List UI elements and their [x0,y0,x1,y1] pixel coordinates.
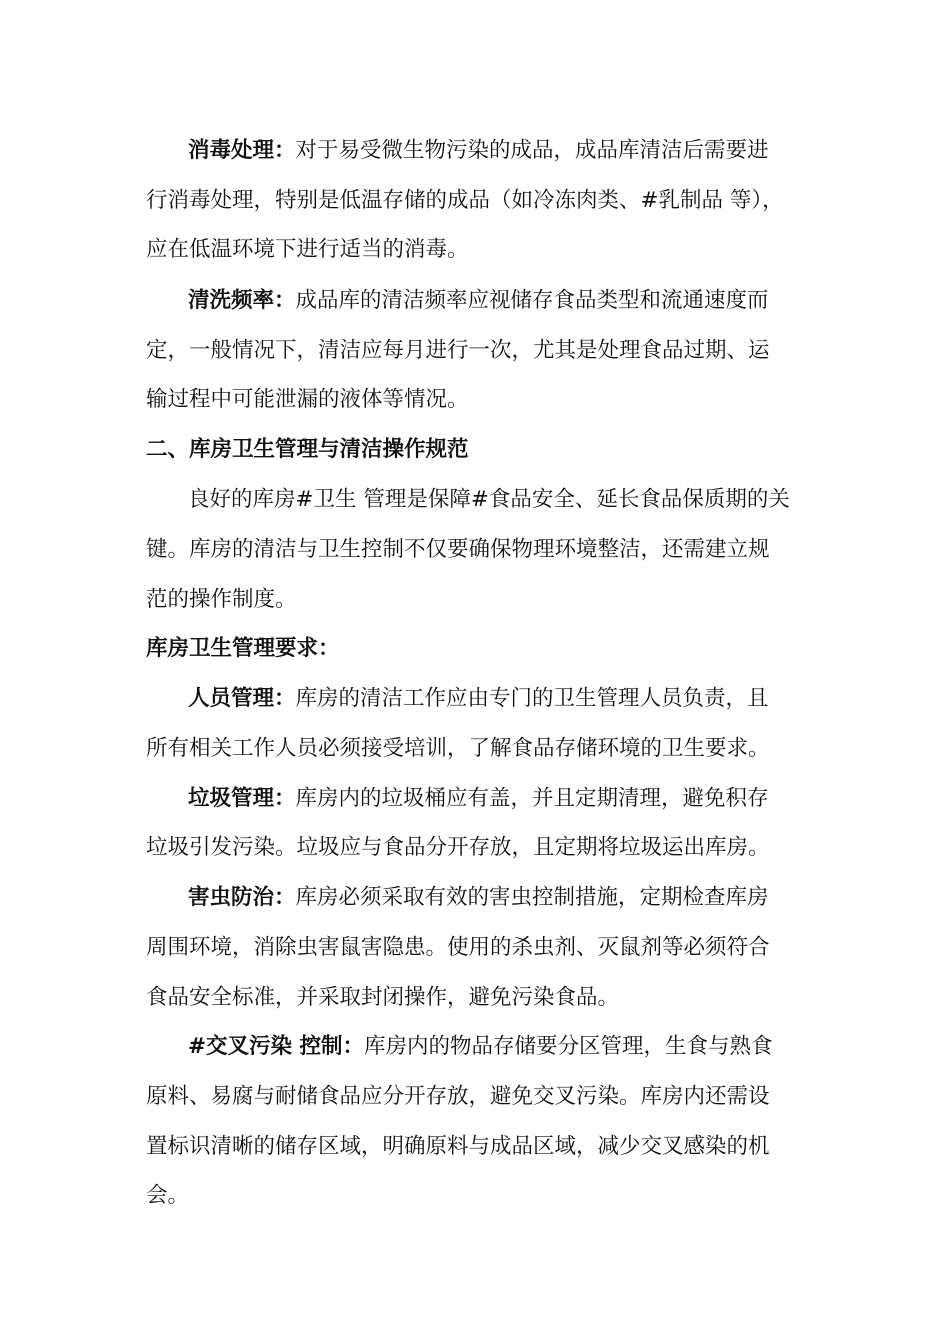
line-text: 库房内的垃圾桶应有盖，并且定期清理，避免积存 [295,786,769,811]
term-label: 人员管理： [188,686,296,711]
paragraph-line [188,281,806,321]
paragraph-line [188,779,806,819]
line-text: 范的操作制度。 [146,587,297,612]
paragraph-line [146,978,806,1018]
heading-text: 二、库房卫生管理与清洁操作规范 [146,437,469,462]
paragraph-line [188,1027,806,1067]
term-label: #交叉污染 控制： [188,1034,365,1059]
paragraph-line [146,1176,806,1216]
line-text: 应在低温环境下进行适当的消毒。 [146,237,469,262]
line-text: 库房的清洁工作应由专门的卫生管理人员负责，且 [295,686,769,711]
line-text: 键。库房的清洁与卫生控制不仅要确保物理环境整洁，还需建立规 [146,537,770,562]
line-text: 库房必须采取有效的害虫控制措施，定期检查库房 [295,885,769,910]
line-text: 库房内的物品存储要分区管理，生食与熟食 [364,1034,773,1059]
line-text: 行消毒处理，特别是低温存储的成品（如冷冻肉类、#乳制品 等）， [146,188,784,213]
line-text: 垃圾引发污染。垃圾应与食品分开存放，且定期将垃圾运出库房。 [146,835,770,860]
line-text: 良好的库房#卫生 管理是保障#食品安全、延长食品保质期的关 [188,487,790,512]
paragraph-line [146,1127,806,1167]
section-heading [146,430,806,470]
paragraph-line [146,580,806,620]
paragraph-line [188,131,806,171]
line-text: 会。 [146,1183,190,1208]
paragraph-line [146,729,806,769]
term-label: 消毒处理： [188,138,296,163]
paragraph-line [146,380,806,420]
subheading [146,629,806,669]
paragraph-line [188,679,806,719]
heading-text: 库房卫生管理要求： [146,636,340,661]
line-text: 置标识清晰的储存区域，明确原料与成品区域，减少交叉感染的机 [146,1134,770,1159]
paragraph-line [146,828,806,868]
paragraph-line [188,878,806,918]
line-text: 对于易受微生物污染的成品，成品库清洁后需要进 [295,138,769,163]
paragraph-line [146,181,806,221]
term-label: 清洗频率： [188,288,296,313]
line-text: 输过程中可能泄漏的液体等情况。 [146,387,469,412]
paragraph-line [146,331,806,371]
paragraph-line [146,1077,806,1117]
paragraph-line [146,230,806,270]
line-text: 定，一般情况下，清洁应每月进行一次，尤其是处理食品过期、运 [146,338,770,363]
line-text: 周围环境，消除虫害鼠害隐患。使用的杀虫剂、灭鼠剂等必须符合 [146,935,770,960]
line-text: 原料、易腐与耐储食品应分开存放，避免交叉污染。库房内还需设 [146,1084,770,1109]
term-label: 垃圾管理： [188,786,296,811]
paragraph-line [188,480,806,520]
term-label: 害虫防治： [188,885,296,910]
paragraph-line [146,530,806,570]
line-text: 所有相关工作人员必须接受培训，了解食品存储环境的卫生要求。 [146,736,770,761]
paragraph-line [146,928,806,968]
line-text: 成品库的清洁频率应视储存食品类型和流通速度而 [295,288,769,313]
line-text: 食品安全标准，并采取封闭操作，避免污染食品。 [146,985,620,1010]
